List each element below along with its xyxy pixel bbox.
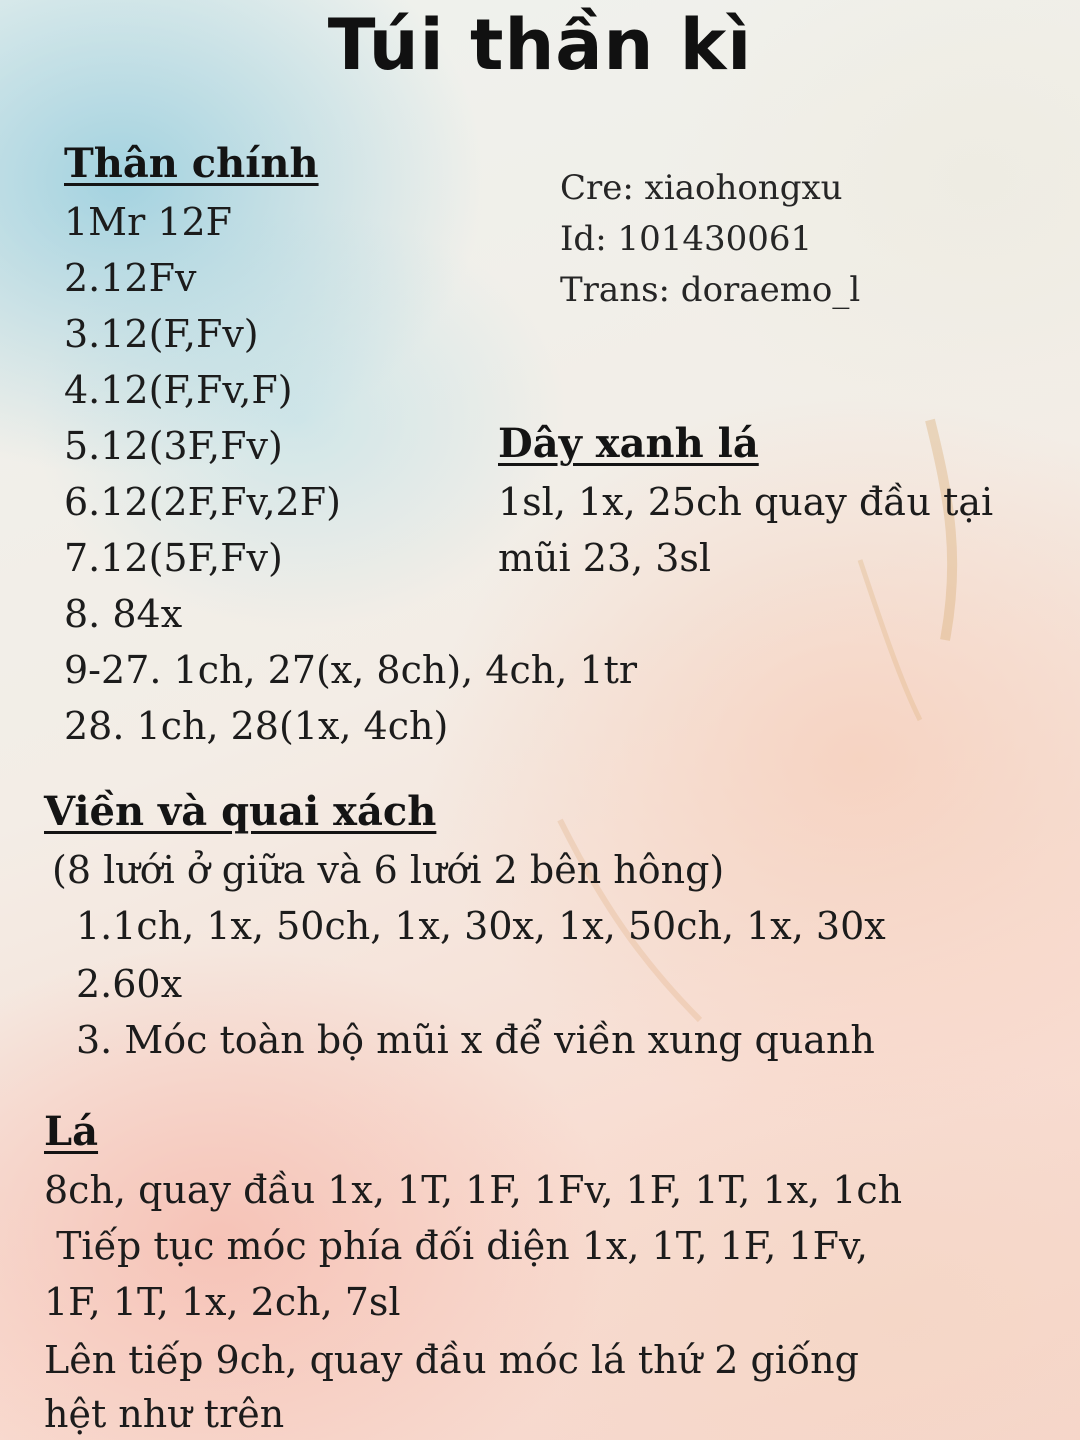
vien-quai-note: (8 lưới ở giữa và 6 lưới 2 bên hông)	[52, 848, 725, 892]
la-row: Lên tiếp 9ch, quay đầu móc lá thứ 2 giống	[44, 1338, 859, 1382]
than-chinh-row: 9-27. 1ch, 27(x, 8ch), 4ch, 1tr	[64, 648, 638, 692]
than-chinh-row: 2.12Fv	[64, 256, 197, 300]
heading-than-chinh: Thân chính	[64, 140, 319, 187]
than-chinh-row: 28. 1ch, 28(1x, 4ch)	[64, 704, 449, 748]
day-xanh-la-row: mũi 23, 3sl	[498, 536, 712, 580]
heading-vien-quai: Viền và quai xách	[44, 788, 437, 835]
credit-id: Id: 101430061	[560, 219, 813, 259]
than-chinh-row: 7.12(5F,Fv)	[64, 536, 283, 580]
than-chinh-row: 8. 84x	[64, 592, 183, 636]
than-chinh-row: 3.12(F,Fv)	[64, 312, 259, 356]
vien-quai-row: 3. Móc toàn bộ mũi x để viền xung quanh	[76, 1018, 875, 1062]
heading-la: Lá	[44, 1108, 99, 1155]
day-xanh-la-row: 1sl, 1x, 25ch quay đầu tại	[498, 480, 994, 524]
than-chinh-row: 5.12(3F,Fv)	[64, 424, 283, 468]
la-row: Tiếp tục móc phía đối diện 1x, 1T, 1F, 1Fv,	[44, 1224, 868, 1268]
vien-quai-row: 2.60x	[76, 962, 183, 1006]
la-row: 1F, 1T, 1x, 2ch, 7sl	[44, 1280, 401, 1324]
than-chinh-row: 6.12(2F,Fv,2F)	[64, 480, 341, 524]
vien-quai-row: 1.1ch, 1x, 50ch, 1x, 30x, 1x, 50ch, 1x, 30x	[76, 904, 886, 948]
than-chinh-row: 1Mr 12F	[64, 200, 233, 244]
credit-trans: Trans: doraemo_l	[560, 270, 861, 310]
la-row: hệt như trên	[44, 1392, 285, 1436]
than-chinh-row: 4.12(F,Fv,F)	[64, 368, 293, 412]
la-row: 8ch, quay đầu 1x, 1T, 1F, 1Fv, 1F, 1T, 1x, 1ch	[44, 1168, 903, 1212]
heading-day-xanh-la: Dây xanh lá	[498, 420, 759, 467]
page-title: Túi thần kì	[327, 4, 753, 86]
credit-cre: Cre: xiaohongxu	[560, 168, 843, 208]
